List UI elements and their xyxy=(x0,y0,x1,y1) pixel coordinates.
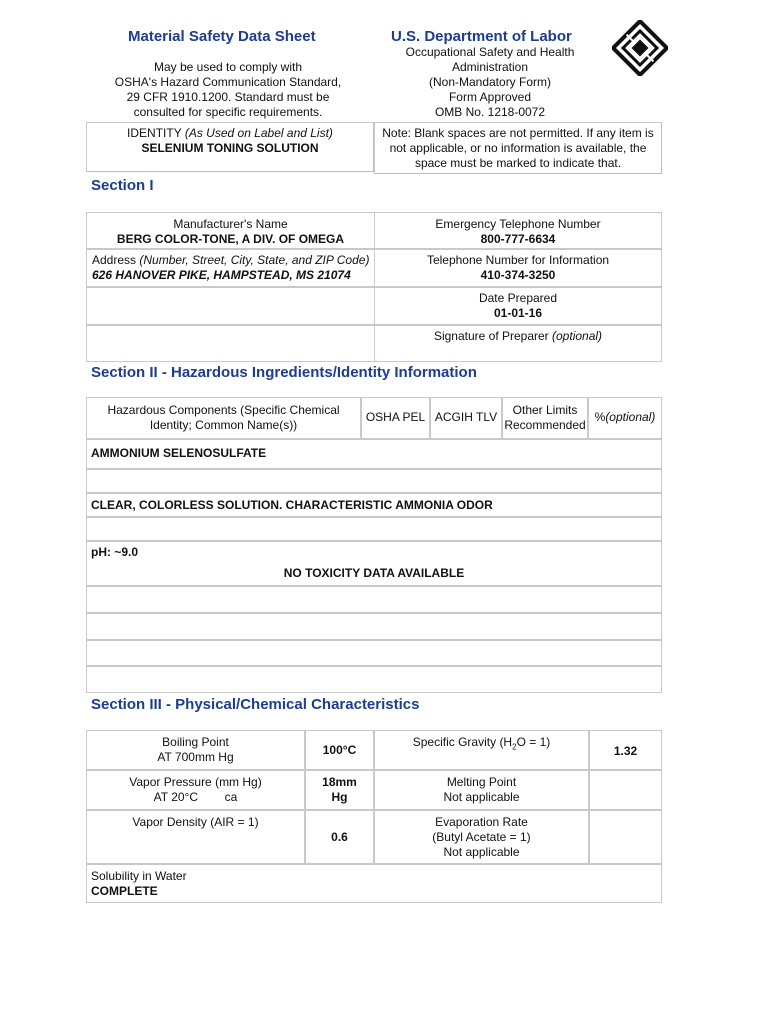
property-label: (Butyl Acetate = 1) xyxy=(432,830,531,844)
vapor-pressure-label-cell xyxy=(86,770,305,810)
boiling-point-value: 100°C xyxy=(322,743,357,757)
identity-label-text: IDENTITY xyxy=(127,126,185,140)
date-prepared-cell xyxy=(374,287,662,325)
table-row xyxy=(86,613,662,640)
col-header-line: Hazardous Components (Specific Chemical xyxy=(107,403,340,417)
col-header-percent-label xyxy=(589,410,661,425)
solubility-cell xyxy=(86,864,662,903)
note-line: space must be marked to indicate that. xyxy=(414,156,622,170)
vapor-density-value: 0.6 xyxy=(331,830,348,844)
compliance-line: consulted for specific requirements. xyxy=(133,105,323,119)
compliance-line: May be used to comply with xyxy=(153,60,303,74)
compliance-note xyxy=(108,60,348,120)
agency-line: Form Approved xyxy=(448,90,532,104)
table-row xyxy=(86,469,662,493)
col-header-line: Recommended xyxy=(504,418,586,432)
col-header-line: Identity; Common Name(s)) xyxy=(149,418,298,432)
specific-gravity-label-cell xyxy=(374,730,589,770)
sg-label-text: Specific Gravity (H xyxy=(412,735,513,749)
signature-label-text: Signature of Preparer xyxy=(433,329,553,343)
col-header-components xyxy=(86,397,361,439)
col-header-acgih-tlv xyxy=(430,397,502,439)
manufacturer-cell xyxy=(86,212,375,249)
identity-box xyxy=(86,122,374,172)
specific-gravity-value: 1.32 xyxy=(613,744,638,758)
compliance-line: OSHA's Hazard Communication Standard, xyxy=(114,75,342,89)
property-label: Vapor Pressure (mm Hg) xyxy=(129,775,262,789)
blank-cell xyxy=(86,325,375,362)
property-value: Not applicable xyxy=(443,845,520,859)
melting-point-value-cell xyxy=(589,770,662,810)
address-value: 626 HANOVER PIKE, HAMPSTEAD, MS 21074 xyxy=(92,268,351,282)
property-label: Boiling Point xyxy=(162,735,229,749)
signature-label xyxy=(375,329,661,344)
agency-line: OMB No. 1218-0072 xyxy=(434,105,546,119)
property-value: Not applicable xyxy=(443,790,520,804)
solubility-value: COMPLETE xyxy=(91,884,158,898)
info-phone-cell xyxy=(374,249,662,287)
blank-cell xyxy=(86,287,375,325)
vapor-density-value-cell xyxy=(305,810,374,864)
info-phone-value: 410-374-3250 xyxy=(480,268,556,282)
solubility-label: Solubility in Water xyxy=(91,869,187,883)
agency-line: Administration xyxy=(451,60,529,74)
address-label-text: Address xyxy=(92,253,140,267)
agency-title: U.S. Department of Labor xyxy=(391,28,572,45)
table-row xyxy=(86,439,662,469)
table-row xyxy=(86,517,662,541)
table-row xyxy=(86,541,662,586)
address-label xyxy=(92,253,374,268)
date-prepared-label: Date Prepared xyxy=(478,291,558,305)
boiling-point-value-cell xyxy=(305,730,374,770)
col-header-osha-label: OSHA PEL xyxy=(365,410,426,424)
dol-diamond-logo-icon xyxy=(612,20,668,76)
date-prepared-value: 01-01-16 xyxy=(493,306,543,320)
address-label-hint: (Number, Street, City, State, and ZIP Code) xyxy=(139,253,370,267)
manufacturer-value: BERG COLOR-TONE, A DIV. OF OMEGA xyxy=(116,232,345,246)
property-label: Melting Point xyxy=(446,775,517,789)
vapor-density-label-cell xyxy=(86,810,305,864)
note-line: not applicable, or no information is available, the xyxy=(389,141,647,155)
percent-hint: (optional) xyxy=(605,410,656,424)
boiling-point-label-cell xyxy=(86,730,305,770)
sg-label-subscript: 2 xyxy=(512,742,517,752)
section-1-title: Section I xyxy=(91,177,154,194)
col-header-osha-pel xyxy=(361,397,430,439)
evaporation-rate-value-cell xyxy=(589,810,662,864)
col-header-line: Other Limits xyxy=(512,403,578,417)
col-header-other-limits xyxy=(502,397,588,439)
property-label: Evaporation Rate xyxy=(435,815,528,829)
property-label: AT 700mm Hg xyxy=(157,750,234,764)
specific-gravity-value-cell xyxy=(589,730,662,770)
evaporation-rate-label-cell xyxy=(374,810,589,864)
identity-label-hint: (As Used on Label and List) xyxy=(184,126,333,140)
property-label: Vapor Density (AIR = 1) xyxy=(132,815,259,829)
signature-label-hint: (optional) xyxy=(552,329,603,343)
vapor-pressure-value: 18mm xyxy=(322,775,357,789)
ph-value: pH: ~9.0 xyxy=(91,545,139,559)
note-line: Note: Blank spaces are not permitted. If any item is xyxy=(382,126,654,140)
signature-cell xyxy=(374,325,662,362)
table-row xyxy=(86,586,662,613)
agency-line: (Non-Mandatory Form) xyxy=(428,75,552,89)
sg-label-text: O = 1) xyxy=(516,735,551,749)
form-title: Material Safety Data Sheet xyxy=(128,28,316,45)
table-row xyxy=(86,666,662,693)
section-2-title: Section II - Hazardous Ingredients/Identity Information xyxy=(91,364,477,381)
emergency-phone-label: Emergency Telephone Number xyxy=(435,217,601,231)
appearance-note: CLEAR, COLORLESS SOLUTION. CHARACTERISTIC AMMONIA ODOR xyxy=(91,498,493,512)
vapor-pressure-unit: Hg xyxy=(331,790,348,804)
vapor-pressure-value-cell xyxy=(305,770,374,810)
emergency-phone-cell xyxy=(374,212,662,249)
agency-line: Occupational Safety and Health xyxy=(405,45,575,59)
table-row xyxy=(86,493,662,517)
table-row xyxy=(86,640,662,666)
info-phone-label: Telephone Number for Information xyxy=(426,253,610,267)
address-cell xyxy=(86,249,375,287)
agency-details xyxy=(376,45,604,120)
section-3-title: Section III - Physical/Chemical Characteristics xyxy=(91,696,420,713)
identity-value: SELENIUM TONING SOLUTION xyxy=(141,141,319,155)
percent-sign: % xyxy=(594,410,606,424)
col-header-percent xyxy=(588,397,662,439)
identity-label xyxy=(87,126,373,141)
compliance-line: 29 CFR 1910.1200. Standard must be xyxy=(126,90,330,104)
emergency-phone-value: 800-777-6634 xyxy=(480,232,556,246)
col-header-acgih-label: ACGIH TLV xyxy=(434,410,498,424)
specific-gravity-label xyxy=(375,735,588,754)
toxicity-note: NO TOXICITY DATA AVAILABLE xyxy=(283,566,465,580)
ingredient-name: AMMONIUM SELENOSULFATE xyxy=(91,446,267,460)
manufacturer-label: Manufacturer's Name xyxy=(173,217,288,231)
note-box xyxy=(374,122,662,174)
blank-space-note xyxy=(375,126,661,171)
melting-point-label-cell xyxy=(374,770,589,810)
property-label: AT 20°C ca xyxy=(153,790,238,804)
